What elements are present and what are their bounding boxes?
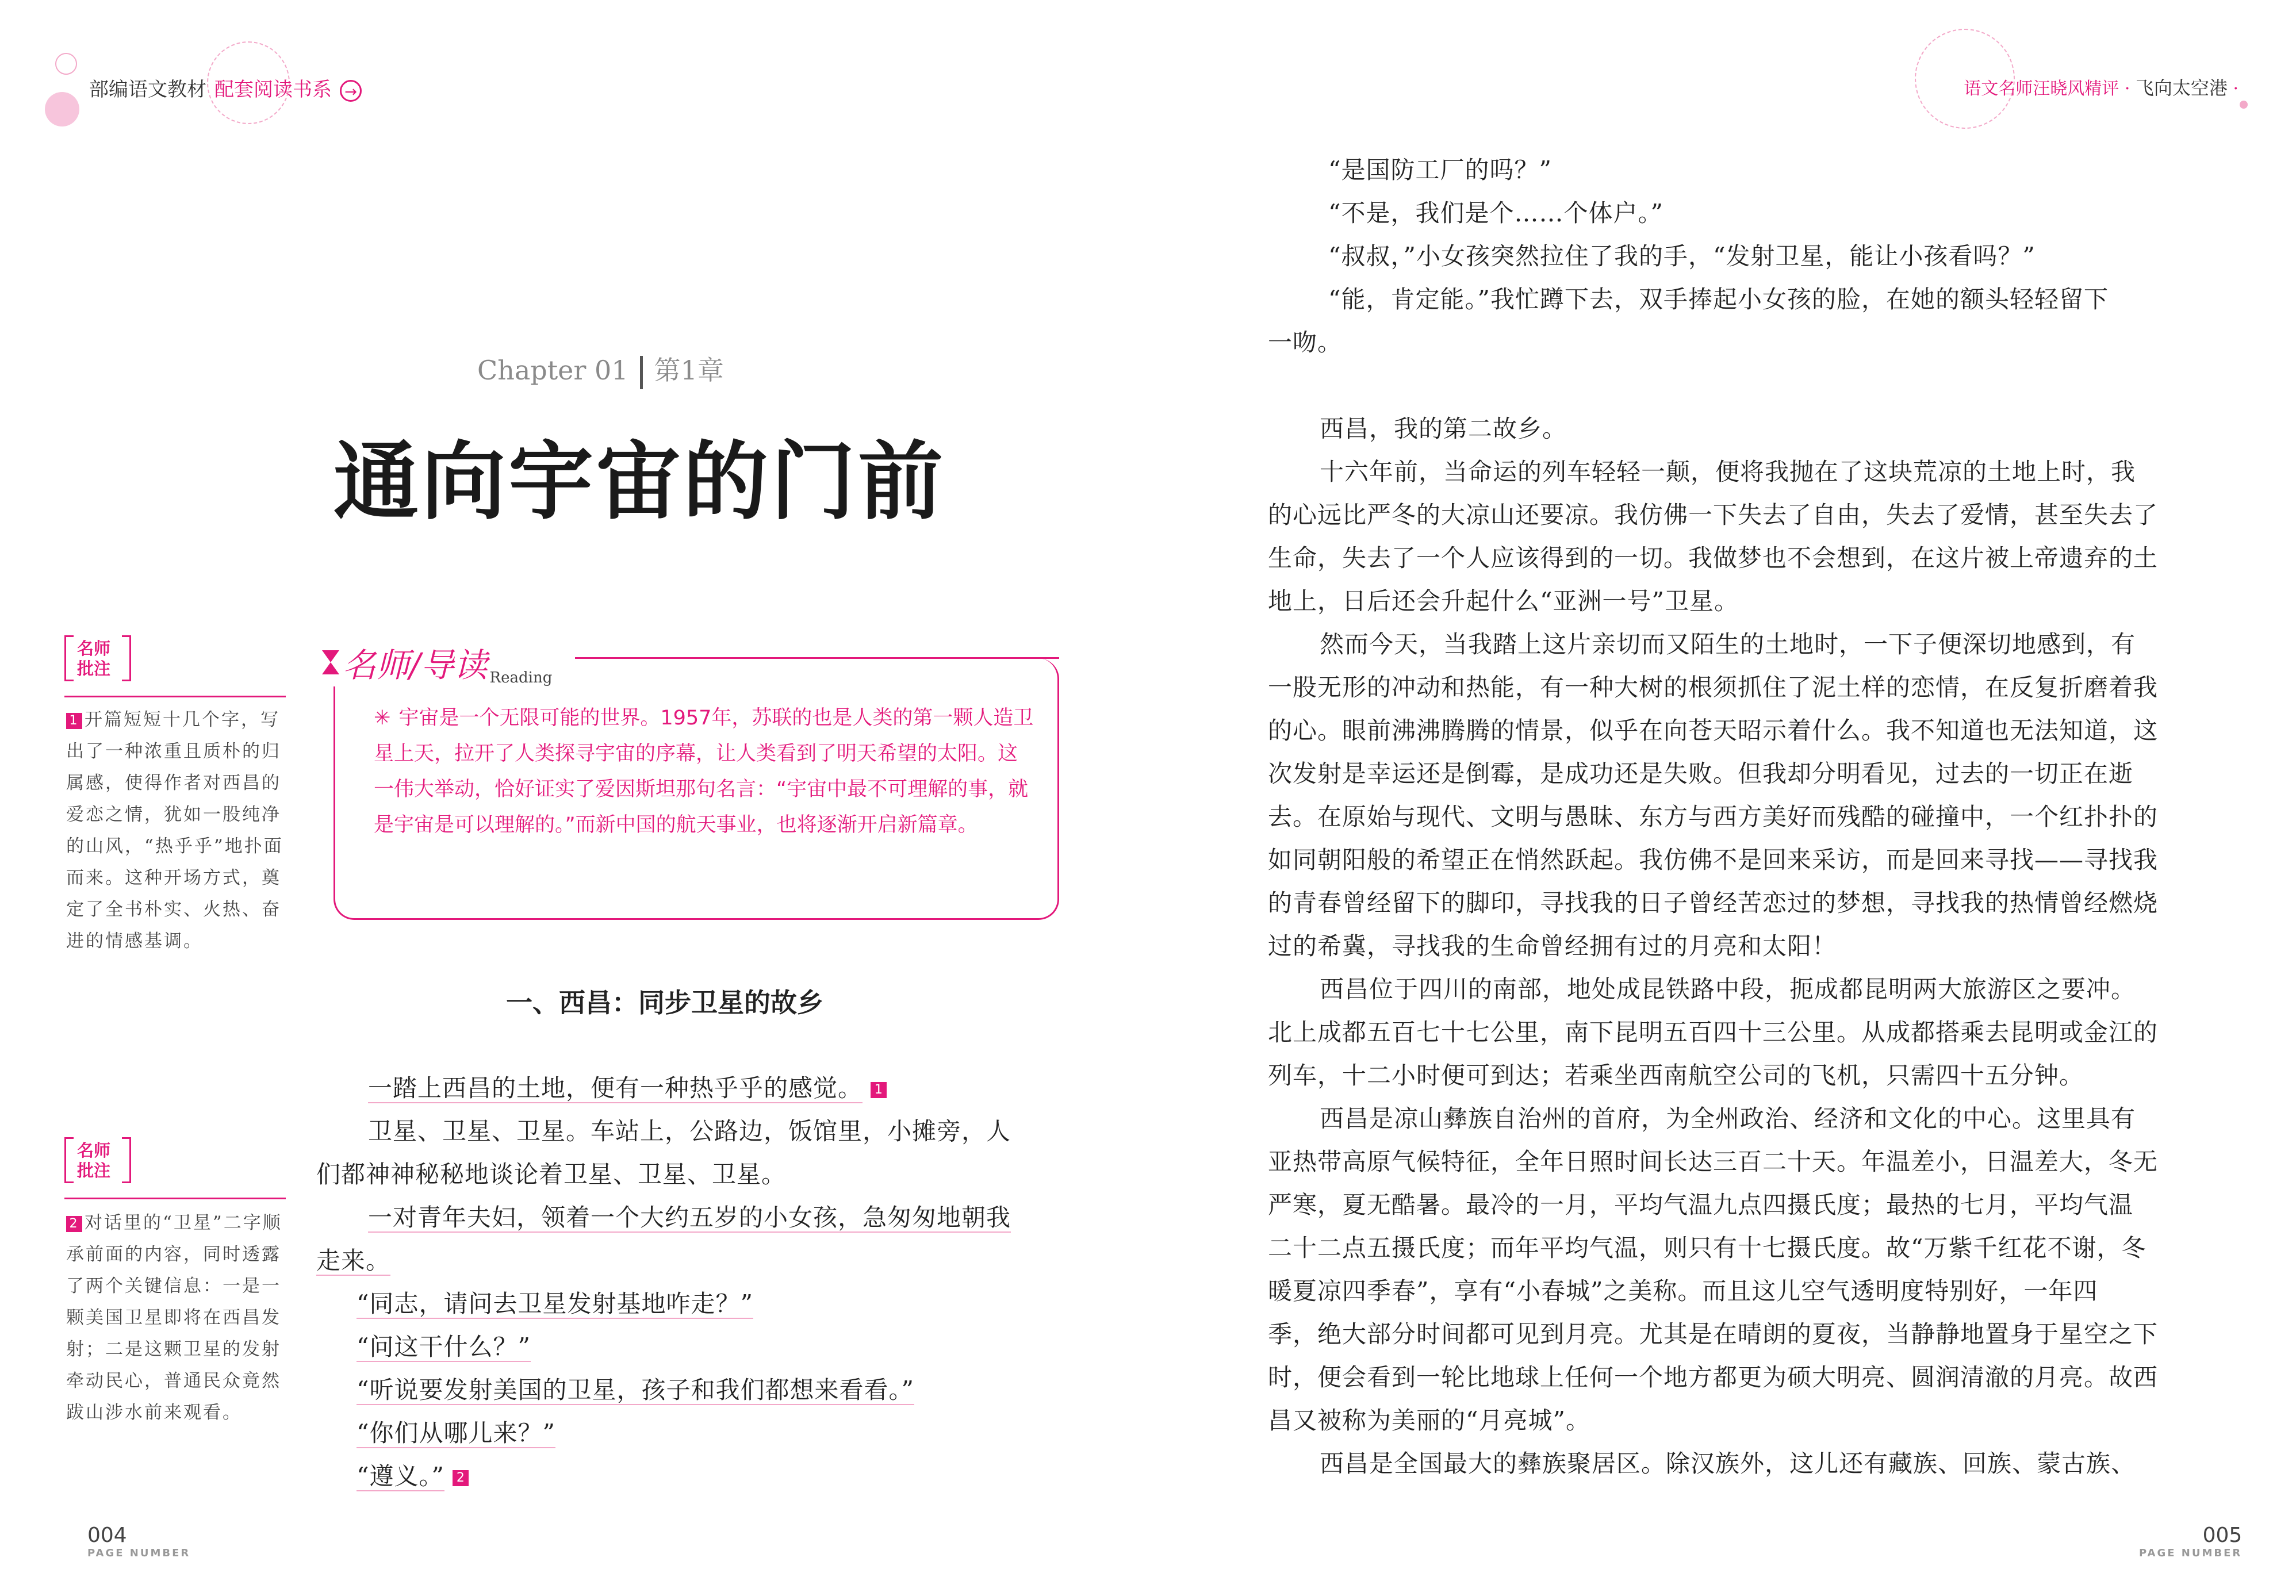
body-line: “不是，我们是个……个体户。” <box>1328 199 1663 227</box>
chapter-divider <box>640 356 643 389</box>
body-line: 卫星、卫星、卫星。车站上，公路边，饭馆里，小摊旁，人 <box>368 1117 1011 1145</box>
guide-header <box>322 638 559 686</box>
note-tag <box>64 1137 128 1189</box>
book-title: 飞向太空港 <box>2135 77 2228 99</box>
body-line: 西昌是全国最大的彝族聚居区。除汉族外，这儿还有藏族、回族、蒙古族、 <box>1320 1449 2136 1478</box>
body-line: “是国防工厂的吗？” <box>1328 156 1552 184</box>
dialogue-line: “听说要发射美国的卫星，孩子和我们都想来看看。” <box>357 1376 914 1404</box>
note-divider <box>64 1198 286 1199</box>
body-line: 如同朝阳般的希望正在悄然跃起。我仿佛不是回来采访，而是回来寻找——寻找我 <box>1268 846 2159 874</box>
header-series <box>89 74 362 102</box>
body-line: “能，肯定能。”我忙蹲下去，双手捧起小女孩的脸，在她的额头轻轻留下 <box>1328 285 2109 313</box>
body-line: 次发射是幸运还是倒霉，是成功还是失败。但我却分明看见，过去的一切正在逝 <box>1268 759 2134 788</box>
note-number: 2 <box>66 1216 82 1232</box>
guide-text <box>374 700 1035 843</box>
note-text <box>66 704 285 957</box>
body-line: “叔叔，”小女孩突然拉住了我的手，“发射卫星，能让小孩看吗？” <box>1328 242 2036 270</box>
body-line: 过的希冀，寻找我的生命曾经拥有过的月亮和太阳！ <box>1268 932 1837 960</box>
note-tag-line2: 批注 <box>77 1161 111 1180</box>
body-line: 西昌位于四川的南部，地处成昆铁路中段，扼成都昆明两大旅游区之要冲。 <box>1320 975 2136 1003</box>
body-line: 时，便会看到一轮比地球上任何一个地方都更为硕大明亮、圆润清澈的月亮。故西 <box>1268 1363 2159 1391</box>
body-line: 季，绝大部分时间都可见到月亮。尤其是在晴朗的夏夜，当静静地置身于星空之下 <box>1268 1320 2159 1348</box>
body-line: 的心。眼前沸沸腾腾的情景，似乎在向苍天昭示着什么。我不知道也无法知道，这 <box>1268 716 2159 745</box>
note-tag-line1: 名师 <box>77 1141 111 1160</box>
note-tag-line2: 批注 <box>77 659 111 678</box>
note-number: 1 <box>66 713 82 729</box>
note-ref: 2 <box>453 1470 469 1486</box>
body-line: 去。在原始与现代、文明与愚昧、东方与西方美好而残酷的碰撞中，一个红扑扑的 <box>1268 803 2159 831</box>
body-line: 严寒，夏无酷暑。最冷的一月，平均气温九点四摄氏度；最热的七月，平均气温 <box>1268 1191 2134 1219</box>
body-line: 一踏上西昌的土地，便有一种热乎乎的感觉。 <box>368 1074 863 1102</box>
body-line: 二十二点五摄氏度；而年平均气温，则只有十七摄氏度。故“万紫千红花不谢，冬 <box>1268 1234 2146 1262</box>
guide-title: 名师/导读 <box>343 646 488 685</box>
body-line: 昌又被称为美丽的“月亮城”。 <box>1268 1406 1590 1434</box>
page-label: PAGE NUMBER <box>87 1547 191 1559</box>
dialogue-line: “问这干什么？” <box>357 1333 531 1361</box>
dialogue-line: “同志，请问去卫星发射基地咋走？” <box>357 1290 753 1318</box>
note-tag-line1: 名师 <box>77 639 111 658</box>
chapter-title: 通向宇宙的门前 <box>334 431 945 531</box>
decor-circle <box>2240 101 2248 109</box>
snowflake-icon: ✳ <box>374 707 391 730</box>
chapter-label <box>477 350 724 389</box>
chapter-cn: 第1章 <box>654 355 724 386</box>
paragraph <box>1268 1097 2199 1442</box>
decor-circle <box>55 53 77 75</box>
commentary-label: 语文名师汪晓风精评 · <box>1964 79 2136 99</box>
header-dot: · <box>2227 79 2238 99</box>
body-line: 一对青年夫妇，领着一个大约五岁的小女孩，急匆匆地朝我 <box>368 1203 1011 1231</box>
body-line: 一股无形的冲动和热能，有一种大树的根须抓住了泥土样的恋情，在反复折磨着我 <box>1268 673 2159 701</box>
hourglass-icon <box>322 650 339 674</box>
body-line: 暖夏凉四季春”，享有“小春城”之美称。而且这儿空气透明度特别好，一年四 <box>1268 1277 2098 1305</box>
series-highlight: 配套阅读书系 <box>214 78 332 101</box>
series-label: 部编语文教材 <box>89 78 206 101</box>
body-line: 走来。 <box>316 1246 391 1275</box>
body-line: 亚热带高原气候特征，全年日照时间长达三百二十天。年温差小，日温差大，冬无 <box>1268 1148 2159 1176</box>
note-text <box>66 1207 285 1429</box>
page-number: 005 <box>2202 1524 2243 1547</box>
body-line: 西昌是凉山彝族自治州的首府，为全州政治、经济和文化的中心。这里具有 <box>1320 1104 2136 1133</box>
decor-circle <box>45 92 79 126</box>
body-line: 然而今天，当我踏上这片亲切而又陌生的土地时，一下子便深切地感到，有 <box>1320 630 2136 658</box>
arrow-right-icon[interactable]: → <box>340 80 362 102</box>
note-divider <box>64 696 286 697</box>
body-line: 北上成都五百七十七公里，南下昆明五百四十三公里。从成都搭乘去昆明或金江的 <box>1268 1018 2159 1046</box>
body-line: 十六年前，当命运的列车轻轻一颠，便将我抛在了这块荒凉的土地上时，我 <box>1320 458 2136 486</box>
body-line: 们都神神秘秘地谈论着卫星、卫星、卫星。 <box>316 1160 787 1188</box>
body-line: 一吻。 <box>1268 328 1343 356</box>
chapter-number: Chapter 01 <box>477 355 628 386</box>
guide-body: 宇宙是一个无限可能的世界。1957年，苏联的也是人类的第一颗人造卫星上天，拉开了人类探寻宇宙的序幕，让人类看到了明天希望的太阳。这一伟大举动，恰好证实了爱因斯坦那句名言：“宇宙中最不可理解的事，就是宇宙是可以理解的。”而新中国的航天事业，也将逐渐开启新篇章。 <box>374 707 1034 837</box>
paragraph <box>1268 450 2199 623</box>
dialogue-line: “你们从哪儿来？” <box>357 1419 555 1447</box>
section-heading: 一、西昌：同步卫星的故乡 <box>506 987 823 1018</box>
left-page-number <box>87 1524 190 1559</box>
paragraph <box>1268 968 2199 1097</box>
paragraph <box>1268 623 2199 968</box>
right-page-number <box>2139 1524 2242 1559</box>
guide-reading: Reading <box>489 669 553 686</box>
left-body <box>316 1066 1064 1498</box>
right-body <box>1268 148 2199 1485</box>
body-line: 的青春曾经留下的脚印，寻找我的日子曾经苦恋过的梦想，寻找我的热情曾经燃烧 <box>1268 889 2159 917</box>
body-line: 的心远比严冬的大凉山还要凉。我仿佛一下失去了自由，失去了爱情，甚至失去了 <box>1268 501 2159 529</box>
body-line: 列车，十二小时便可到达；若乘坐西南航空公司的飞机，只需四十五分钟。 <box>1268 1061 2084 1089</box>
page-label: PAGE NUMBER <box>2139 1547 2243 1559</box>
note-ref: 1 <box>871 1082 887 1098</box>
body-line: 地上，日后还会升起什么“亚洲一号”卫星。 <box>1268 587 1739 615</box>
header-book <box>1964 74 2238 100</box>
dialogue-line: “遵义。” <box>357 1462 444 1490</box>
guide-divider <box>575 657 1059 659</box>
note-body: 开篇短短十几个字，写出了一种浓重且质朴的归属感，使得作者对西昌的爱恋之情，犹如一股纯净的山风，“热乎乎”地扑面而来。这种开场方式，奠定了全书朴实、火热、奋进的情感基调。 <box>66 709 283 952</box>
page-number: 004 <box>87 1524 127 1547</box>
note-tag <box>64 635 128 687</box>
note-body: 对话里的“卫星”二字顺承前面的内容，同时透露了两个关键信息：一是一颗美国卫星即将在西昌发射；二是这颗卫星的发射牵动民心，普通民众竟然跋山涉水前来观看。 <box>66 1213 282 1423</box>
body-line: 西昌，我的第二故乡。 <box>1320 415 1567 443</box>
body-line: 生命，失去了一个人应该得到的一切。我做梦也不会想到，在这片被上帝遗弃的土 <box>1268 544 2159 572</box>
